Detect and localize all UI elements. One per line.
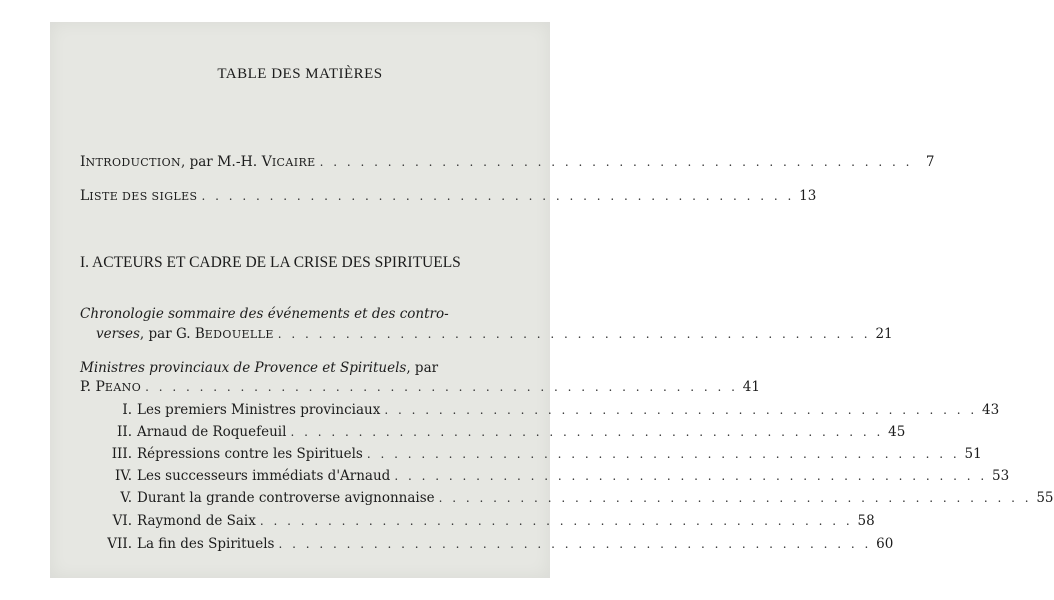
book-page — [50, 22, 1054, 578]
toc-entry-label: LISTE DES SIGLES — [80, 188, 198, 204]
page-number: 7 — [925, 154, 935, 170]
toc-subsection: I. Les premiers Ministres provinciaux . . . . . . . . . . . . . . . . . . . . . . . . . . . . . . . . . . . . . . . . . . . . 43 — [122, 402, 1000, 418]
page-number: 53 — [992, 468, 1010, 484]
dot-leader: . . . . . . . . . . . . . . . . . . . . . . . . . . . . . . . . . . . . . . . . . . . . — [319, 155, 913, 169]
page-number: 45 — [888, 424, 906, 440]
page-title: TABLE DES MATIÈRES — [217, 66, 383, 82]
dot-leader: . . . . . . . . . . . . . . . . . . . . . . . . . . . . . . . . . . . . . . . . . . . . — [290, 425, 884, 439]
toc-entry-introduction — [80, 154, 935, 170]
dot-leader: . . . . . . . . . . . . . . . . . . . . . . . . . . . . . . . . . . . . . . . . . . . . — [394, 469, 988, 483]
page-number: 41 — [742, 379, 760, 395]
page-number: 13 — [799, 188, 817, 204]
page-number: 55 — [1036, 490, 1054, 506]
page-number: 60 — [876, 536, 894, 552]
toc-entry-chronologie-line1: Chronologie sommaire des événements et des contro- — [80, 306, 449, 322]
toc-subsection: II. Arnaud de Roquefeuil . . . . . . . . . . . . . . . . . . . . . . . . . . . . . . . . . . . . . . . . . . . . 45 — [117, 424, 906, 440]
section-heading: I. ACTEURS ET CADRE DE LA CRISE DES SPIRITUELS — [80, 254, 461, 271]
toc-subsection: III. Répressions contre les Spirituels . . . . . . . . . . . . . . . . . . . . . . . . . . . . . . . . . . . . . . . . . . . . 51 — [111, 446, 982, 462]
dot-leader: . . . . . . . . . . . . . . . . . . . . . . . . . . . . . . . . . . . . . . . . . . . . — [278, 537, 872, 551]
toc-subsection: IV. Les successeurs immédiats d'Arnaud . . . . . . . . . . . . . . . . . . . . . . . . . . . . . . . . . . . . . . . . . . . . 53 — [114, 468, 1010, 484]
dot-leader: . . . . . . . . . . . . . . . . . . . . . . . . . . . . . . . . . . . . . . . . . . . . — [384, 403, 978, 417]
dot-leader: . . . . . . . . . . . . . . . . . . . . . . . . . . . . . . . . . . . . . . . . . . . . — [259, 514, 853, 528]
page-number: 58 — [857, 513, 875, 529]
toc-subsection: VII. La fin des Spirituels . . . . . . . . . . . . . . . . . . . . . . . . . . . . . . . . . . . . . . . . . . . . 60 — [107, 536, 894, 552]
toc-entry-ministres-line1: Ministres provinciaux de Provence et Spirituels, par — [80, 360, 439, 376]
toc-entry-label: INTRODUCTION, par M.-H. VICAIRE — [80, 154, 316, 170]
toc-subsection: V. Durant la grande controverse avignonnaise . . . . . . . . . . . . . . . . . . . . . . . . . . . . . . . . . . . . . . . . . . . . 55 — [120, 490, 1054, 506]
page-number: 43 — [981, 402, 1000, 418]
dot-leader: . . . . . . . . . . . . . . . . . . . . . . . . . . . . . . . . . . . . . . . . . . . . — [366, 447, 960, 461]
dot-leader: . . . . . . . . . . . . . . . . . . . . . . . . . . . . . . . . . . . . . . . . . . . . — [145, 380, 738, 394]
toc-subsection: VI. Raymond de Saix . . . . . . . . . . . . . . . . . . . . . . . . . . . . . . . . . . . . . . . . . . . . 58 — [112, 513, 875, 529]
dot-leader: . . . . . . . . . . . . . . . . . . . . . . . . . . . . . . . . . . . . . . . . . . . . — [201, 189, 795, 203]
toc-entry-ministres-line2: P. PEANO . . . . . . . . . . . . . . . . . . . . . . . . . . . . . . . . . . . . . . . . . . . . 41 — [80, 379, 760, 395]
toc-entry-liste-des-sigles — [80, 188, 817, 204]
page-number: 21 — [875, 326, 893, 342]
dot-leader: . . . . . . . . . . . . . . . . . . . . . . . . . . . . . . . . . . . . . . . . . . . . — [438, 491, 1032, 505]
dot-leader: . . . . . . . . . . . . . . . . . . . . . . . . . . . . . . . . . . . . . . . . . . . . — [277, 327, 871, 341]
page-number: 51 — [964, 446, 982, 462]
toc-entry-chronologie-line2: verses, par G. BEDOUELLE . . . . . . . . . . . . . . . . . . . . . . . . . . . . . . . . . . . . . . . . . . . . 21 — [96, 326, 893, 342]
